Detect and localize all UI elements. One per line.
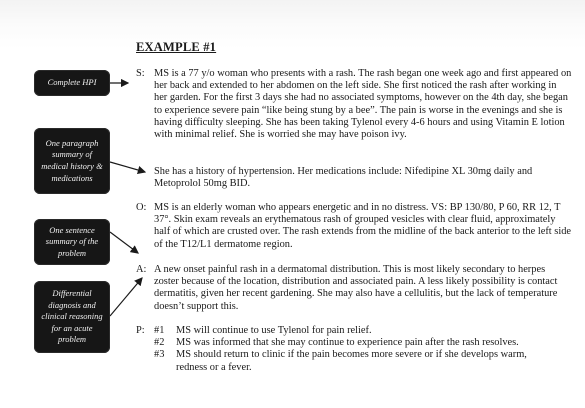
section-o-label: O: (136, 202, 147, 213)
section-a-text: A new onset painful rash in a dermatomal distribution. This is most likely secondary to herpes zoster because of the location, distribution and associated pain. A less likely possibility is contact dermatitis, given her recent gardening. She may also have a cellulitis, but the lack of temperature doesn’t support this. (154, 264, 558, 312)
plan-item: #2 MS was informed that she may continue to experience pain after the rash resolves. (154, 337, 519, 349)
section-p-plan (154, 325, 572, 374)
section-a-label: A: (136, 264, 147, 275)
tag-history-summary-label: One paragraph summary of medical history & medications (41, 137, 103, 183)
page-title: EXAMPLE #1 (136, 40, 217, 54)
section-o-text: MS is an elderly woman who appears energetic and in no distress. VS: BP 130/80, P 60, RR 12, T 37°. Skin exam reveals an erythematous rash of grouped vesicles with clear fluid, approximately half of which are crusted over. The rash extends from the midline of the back anterior to the left side of the T12/L1 dermatome region. (154, 202, 572, 250)
plan-item: #1 MS will continue to use Tylenol for pain relief. (154, 325, 372, 336)
section-s-label: S: (136, 68, 145, 79)
section-p-label: P: (136, 325, 145, 336)
section-s-history: She has a history of hypertension. Her medications include: Nifedipine XL 30mg daily and Metoprolol 50mg BID. (154, 166, 533, 190)
tag-complete-hpi-label: Complete HPI (47, 77, 97, 88)
plan-item: #3 MS should return to clinic if the pain becomes more severe or if she develops warm, (154, 349, 527, 361)
arrow-differential (110, 278, 142, 316)
arrow-problem (110, 232, 138, 253)
tag-problem-summary-label: One sentence summary of the problem (45, 224, 99, 258)
section-s-hpi: MS is a 77 y/o woman who presents with a rash. The rash began one week ago and first appeared on her back and extended to her abdomen on the left side. She first noticed the rash after working in her garden. For the first 3 days she had no associated symptoms, however on the 4th day, she began to experience severe pain “like being stung by a bee”. The pain is worse in the evenings and she is having difficulty sleeping. She has been taking Tylenol every 4-6 hours and using Vitamin E lotion with minimal relief. She is worried she may have poison ivy. (154, 68, 572, 141)
arrow-history (110, 162, 145, 172)
tag-differential-label: Differential diagnosis and clinical reasoning for an acute problem (41, 288, 103, 345)
plan-item-continuation: redness or a fever. (176, 361, 252, 373)
